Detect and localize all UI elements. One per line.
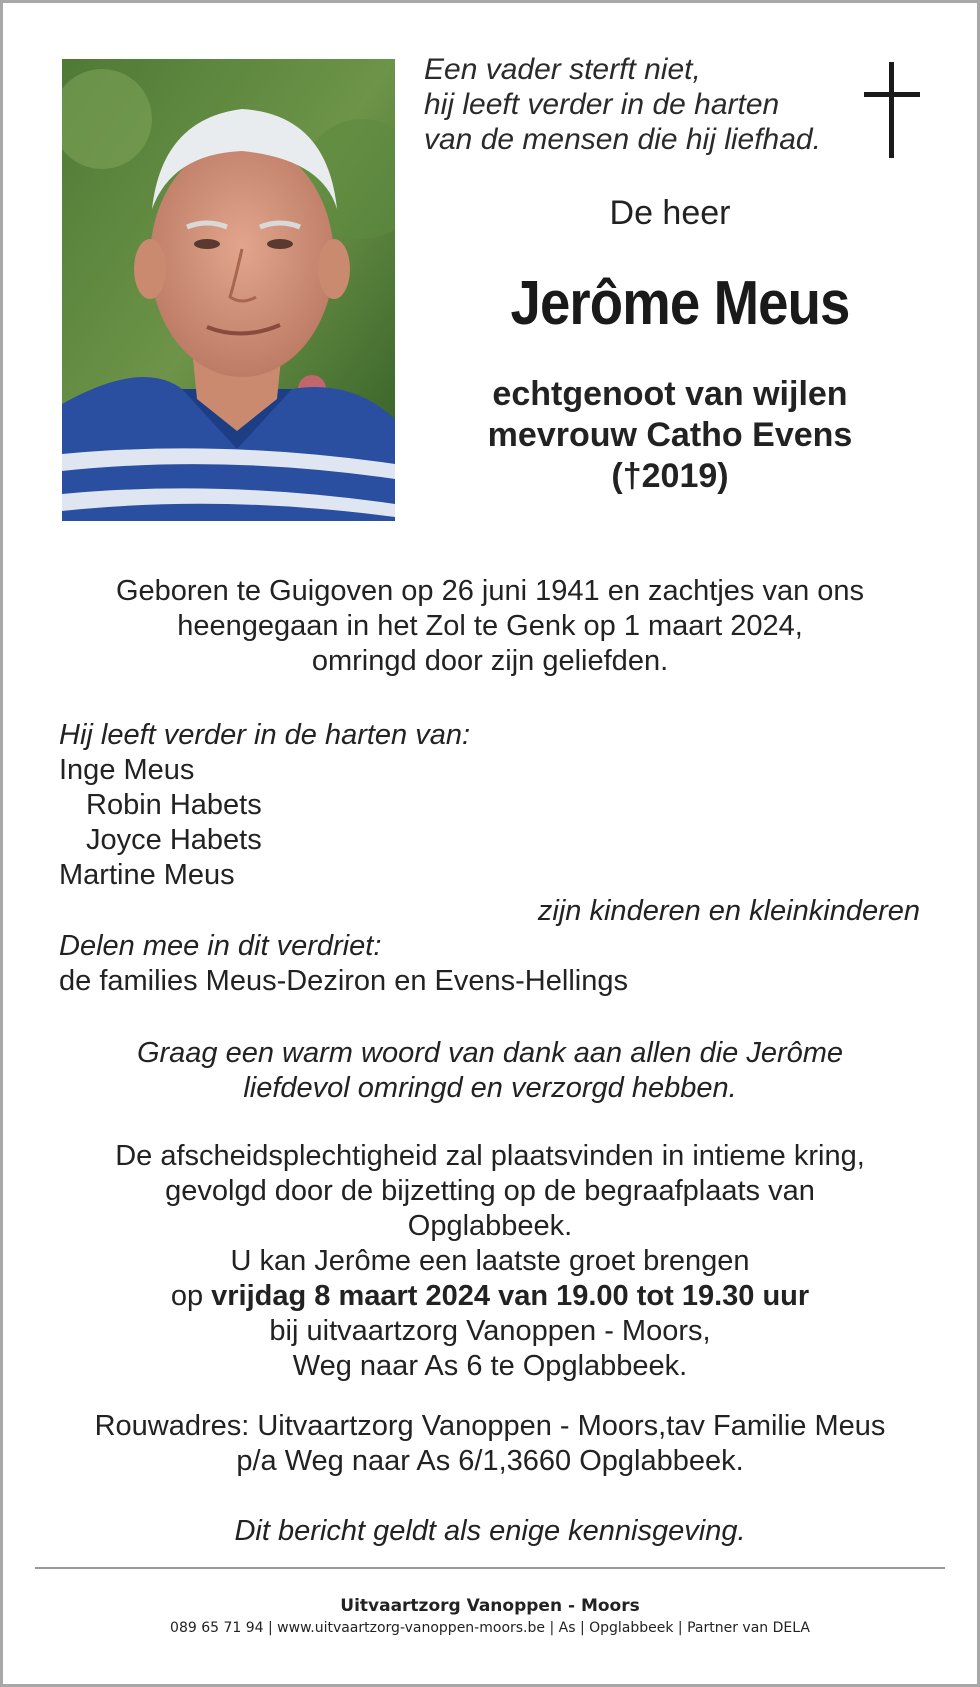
ceremony-info xyxy=(40,1139,940,1384)
deceased-name: Jerôme Meus xyxy=(510,269,850,338)
spouse-info xyxy=(420,374,920,497)
thanks-text xyxy=(40,1036,940,1106)
funeral-home-name: Uitvaartzorg Vanoppen - Moors xyxy=(340,1596,640,1616)
footer-divider xyxy=(35,1567,945,1569)
birth-death-text xyxy=(40,574,940,679)
spouse-line: mevrouw Catho Evens xyxy=(487,416,853,454)
survivor-name: Inge Meus xyxy=(59,754,195,786)
sharing-families: de families Meus-Deziron en Evens-Hellings xyxy=(59,965,628,997)
birth-line: omringd door zijn geliefden. xyxy=(311,645,669,677)
survivors-heading: Hij leeft verder in de harten van: xyxy=(59,719,471,751)
thanks-line: liefdevol omringd en verzorgd hebben. xyxy=(243,1072,737,1104)
survivors-list xyxy=(59,718,470,893)
mourning-address xyxy=(40,1409,940,1479)
sharing-heading: Delen mee in dit verdriet: xyxy=(59,930,382,962)
poem-line: van de mensen die hij liefhad. xyxy=(424,123,821,156)
address-line: Rouwadres: Uitvaartzorg Vanoppen - Moors,tav Familie Meus xyxy=(94,1410,886,1442)
survivors-relation: zijn kinderen en kleinkinderen xyxy=(537,895,920,927)
ceremony-line: Weg naar As 6 te Opglabbeek. xyxy=(292,1350,688,1382)
address-line: p/a Weg naar As 6/1,3660 Opglabbeek. xyxy=(236,1445,744,1477)
poem-line: Een vader sterft niet, xyxy=(424,53,701,86)
spouse-line: (†2019) xyxy=(611,457,729,495)
ceremony-line: gevolgd door de bijzetting op de begraafplaats van xyxy=(165,1175,815,1207)
cross-icon xyxy=(864,62,920,163)
poem-line: hij leeft verder in de harten xyxy=(424,88,780,121)
survivor-name: Robin Habets xyxy=(86,789,262,821)
survivor-name: Joyce Habets xyxy=(86,824,262,856)
spouse-line: echtgenoot van wijlen xyxy=(492,375,848,413)
ceremony-line: bij uitvaartzorg Vanoppen - Moors, xyxy=(269,1315,711,1347)
ceremony-line: De afscheidsplechtigheid zal plaatsvinden in intieme kring, xyxy=(115,1140,865,1172)
survivor-name: Martine Meus xyxy=(59,859,235,891)
sharing-section xyxy=(59,929,628,999)
honorific: De heer xyxy=(609,194,731,232)
ceremony-date: vrijdag 8 maart 2024 van 19.00 tot 19.30 uur xyxy=(211,1280,810,1312)
notice-text: Dit bericht geldt als enige kennisgeving. xyxy=(234,1515,746,1547)
ceremony-date-line xyxy=(40,1279,940,1314)
portrait-photo xyxy=(62,59,395,521)
funeral-home-contact: 089 65 71 94 | www.uitvaartzorg-vanoppen-moors.be | As | Opglabbeek | Partner van DELA xyxy=(170,1620,810,1636)
ceremony-line: Opglabbeek. xyxy=(407,1210,573,1242)
ceremony-date-prefix: op xyxy=(170,1280,212,1312)
thanks-line: Graag een warm woord van dank aan allen die Jerôme xyxy=(136,1037,844,1069)
ceremony-line: U kan Jerôme een laatste groet brengen xyxy=(230,1245,750,1277)
memorial-poem xyxy=(424,52,844,157)
birth-line: heengegaan in het Zol te Genk op 1 maart 2024, xyxy=(177,610,803,642)
birth-line: Geboren te Guigoven op 26 juni 1941 en zachtjes van ons xyxy=(115,575,865,607)
